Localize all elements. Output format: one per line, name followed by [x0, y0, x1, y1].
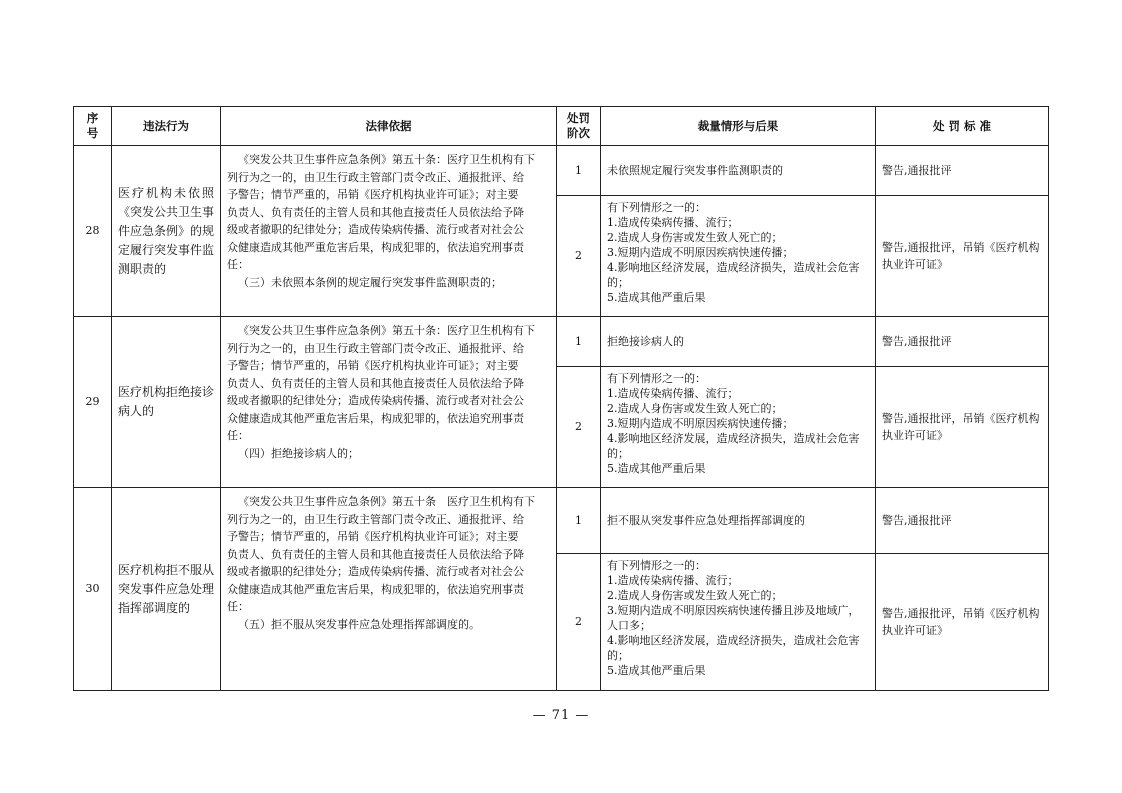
consequence-line: 3.短期内造成不明原因疾病快速传播且涉及地域广，人口多；: [607, 604, 860, 632]
legal-basis-line: 予警告；情节严重的，吊销《医疗机构执业许可证》；对主要: [227, 188, 519, 201]
legal-basis-line: 级或者撤职的纪律处分；造成传染病传播、流行或者对社会公: [227, 223, 524, 236]
legal-basis-line: （三）未依照本条例的规定履行突发事件监测职责的；: [238, 275, 502, 289]
consequence-line: 1.造成传染病传播、流行；: [607, 216, 739, 229]
penalty-stage: 2: [557, 196, 601, 317]
penalty-standard: 警告,通报批评，吊销《医疗机构执业许可证》: [876, 554, 1049, 691]
consequence: [601, 317, 876, 367]
table-row: [74, 317, 1049, 367]
table-row: [74, 488, 1049, 554]
consequence-line: 5.造成其他严重后果: [607, 664, 706, 677]
row-seq: 29: [74, 317, 112, 488]
legal-basis-line: 负责人、负有责任的主管人员和其他直接责任人员依法给予降: [227, 376, 524, 390]
legal-basis-line: （五）拒不服从突发事件应急处理指挥部调度的。: [238, 617, 480, 631]
header-penalty-standard: 处 罚 标 准: [876, 107, 1049, 146]
consequence-line: 有下列情形之一的：: [607, 559, 706, 572]
legal-basis-line: 众健康造成其他严重危害后果，构成犯罪的，依法追究刑事责: [227, 411, 524, 425]
penalty-standard-table: [73, 106, 1049, 691]
consequence-line: 2.造成人身伤害或发生致人死亡的；: [607, 231, 783, 244]
row-seq: 30: [74, 488, 112, 691]
consequence-line: 有下列情形之一的：: [607, 372, 706, 385]
legal-basis-line: 任：: [227, 258, 249, 271]
row-legal-basis: [221, 488, 557, 691]
legal-basis-line: 《突发公共卫生事件应急条例》第五十条：医疗卫生机构有下: [238, 324, 535, 337]
consequence-line: 4.影响地区经济发展，造成经济损失，造成社会危害的；: [607, 634, 860, 662]
consequence-line: 3.短期内造成不明原因疾病快速传播；: [607, 417, 794, 430]
header-seq: 序 号: [74, 107, 112, 146]
legal-basis-line: 列行为之一的，由卫生行政主管部门责令改正、通报批评、给: [227, 170, 524, 184]
consequence-line: 3.短期内造成不明原因疾病快速传播；: [607, 246, 794, 259]
header-violation: 违法行为: [112, 107, 221, 146]
consequence: [601, 488, 876, 554]
consequence-line: 5.造成其他严重后果: [607, 462, 706, 475]
consequence-line: 1.造成传染病传播、流行；: [607, 574, 739, 587]
table-row: [74, 146, 1049, 196]
consequence-line: 2.造成人身伤害或发生致人死亡的；: [607, 589, 783, 602]
penalty-standard: 警告,通报批评，吊销《医疗机构执业许可证》: [876, 367, 1049, 488]
legal-basis-line: 级或者撤职的纪律处分；造成传染病传播、流行或者对社会公: [227, 565, 524, 578]
penalty-stage: 1: [557, 146, 601, 196]
consequence: [601, 196, 876, 317]
row-violation: 医疗机构未依照《突发公共卫生事件应急条例》的规定履行突发事件监测职责的: [112, 146, 221, 317]
regulation-table-container: [73, 106, 1048, 691]
legal-basis-line: （四）拒绝接诊病人的；: [238, 446, 359, 460]
consequence-line: 未依照规定履行突发事件监测职责的: [607, 163, 783, 177]
legal-basis-line: 《突发公共卫生事件应急条例》第五十条 医疗卫生机构有下: [238, 495, 535, 508]
consequence-line: 1.造成传染病传播、流行；: [607, 387, 739, 400]
page-number: — 71 —: [532, 708, 590, 723]
penalty-standard: 警告,通报批评: [876, 488, 1049, 554]
legal-basis-line: 予警告；情节严重的，吊销《医疗机构执业许可证》；对主要: [227, 359, 519, 372]
header-legal-basis: 法律依据: [221, 107, 557, 146]
legal-basis-line: 列行为之一的，由卫生行政主管部门责令改正、通报批评、给: [227, 341, 524, 355]
consequence: [601, 367, 876, 488]
penalty-stage: 2: [557, 554, 601, 691]
consequence-line: 有下列情形之一的：: [607, 201, 706, 214]
penalty-standard: 警告,通报批评: [876, 317, 1049, 367]
row-legal-basis: [221, 317, 557, 488]
consequence-line: 拒不服从突发事件应急处理指挥部调度的: [607, 513, 805, 527]
legal-basis-line: 《突发公共卫生事件应急条例》第五十条：医疗卫生机构有下: [238, 153, 535, 166]
consequence-line: 拒绝接诊病人的: [607, 334, 684, 348]
penalty-stage: 2: [557, 367, 601, 488]
consequence: [601, 146, 876, 196]
legal-basis-line: 众健康造成其他严重危害后果，构成犯罪的，依法追究刑事责: [227, 240, 524, 254]
consequence: [601, 554, 876, 691]
row-seq: 28: [74, 146, 112, 317]
legal-basis-line: 级或者撤职的纪律处分；造成传染病传播、流行或者对社会公: [227, 394, 524, 407]
header-penalty-stage: 处罚 阶次: [557, 107, 601, 146]
penalty-standard: 警告,通报批评，吊销《医疗机构执业许可证》: [876, 196, 1049, 317]
header-consequence: 裁量情形与后果: [601, 107, 876, 146]
penalty-stage: 1: [557, 488, 601, 554]
legal-basis-line: 任：: [227, 600, 249, 613]
consequence-line: 2.造成人身伤害或发生致人死亡的；: [607, 402, 783, 415]
table-header-row: [74, 107, 1049, 146]
row-legal-basis: [221, 146, 557, 317]
legal-basis-line: 列行为之一的，由卫生行政主管部门责令改正、通报批评、给: [227, 512, 524, 526]
consequence-line: 4.影响地区经济发展，造成经济损失，造成社会危害的；: [607, 432, 860, 460]
penalty-stage: 1: [557, 317, 601, 367]
penalty-standard: 警告,通报批评: [876, 146, 1049, 196]
legal-basis-line: 负责人、负有责任的主管人员和其他直接责任人员依法给予降: [227, 205, 524, 219]
legal-basis-line: 任：: [227, 429, 249, 442]
legal-basis-line: 予警告；情节严重的，吊销《医疗机构执业许可证》；对主要: [227, 530, 519, 543]
consequence-line: 5.造成其他严重后果: [607, 291, 706, 304]
row-violation: 医疗机构拒不服从突发事件应急处理指挥部调度的: [112, 488, 221, 691]
consequence-line: 4.影响地区经济发展，造成经济损失，造成社会危害的；: [607, 261, 860, 289]
row-violation: 医疗机构拒绝接诊病人的: [112, 317, 221, 488]
legal-basis-line: 众健康造成其他严重危害后果，构成犯罪的，依法追究刑事责: [227, 582, 524, 596]
legal-basis-line: 负责人、负有责任的主管人员和其他直接责任人员依法给予降: [227, 547, 524, 561]
